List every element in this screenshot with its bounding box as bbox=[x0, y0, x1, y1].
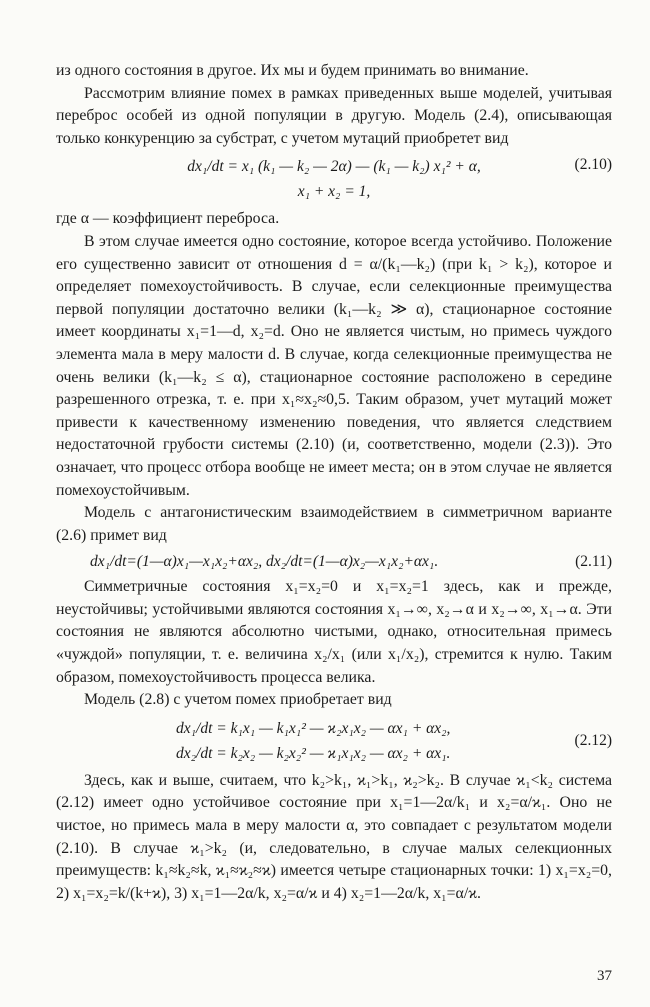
page-number: 37 bbox=[597, 968, 612, 984]
paragraph-6: Симметричные состояния x₁=x₂=0 и x₁=x₂=1 здесь, как и прежде, неустойчивы; устойчивыми являются состояния x₁→∞, x₂→α и x₂→∞, x₁→α. Эти состояния не являются абсолютно чистыми, однако, относительная примесь «чуждой» популяции, т. е. величина x₂/x₁ (или x₁/x₂), стремится к нулю. Таким образом, помехоустойчивость процесса велика. bbox=[56, 578, 612, 686]
equation-2-10 bbox=[56, 152, 612, 206]
page-body bbox=[56, 60, 612, 905]
paragraph-8: Здесь, как и выше, считаем, что k₂>k₁, ϰ₁>k₁, ϰ₂>k₂. В случае ϰ₁<k₂ система (2.12) имеет одно устойчивое состояние при x₁=1—2α/k₁ и x₂=α/ϰ₁. Оно не чистое, но примесь мала в меру малости α, это совпадает с результатом модели (2.10). В случае ϰ₁>k₂ (и, следовательно, в случае малых селекционных преимуществ: k₁≈k₂≈k, ϰ₁≈ϰ₂≈ϰ) имеется четыре стационарных точки: 1) x₁=x₂=0, 2) x₁=x₂=k/(k+ϰ), 3) x₁=1—2α/k, x₂=α/ϰ и 4) x₂=1—2α/k, x₁=α/ϰ. bbox=[56, 771, 612, 902]
equation-2-10-line-2: x₁ + x₂ = 1, bbox=[297, 183, 371, 201]
equation-2-11 bbox=[56, 549, 612, 574]
paragraph-2: Рассмотрим влияние помех в рамках приведенных выше моделей, учитывая переброс особей из одной популяции в другую. Модель (2.4), описывающая только конкуренцию за субстрат, с учетом мутаций приобретет вид bbox=[56, 84, 612, 147]
paragraph-5: Модель с антагонистическим взаимодействием в симметричном варианте (2.6) примет вид bbox=[56, 504, 612, 544]
equation-2-10-line-1: dx₁/dt = x₁ (k₁ — k₂ — 2α) — (k₁ — k₂) x₁² + α, bbox=[187, 158, 481, 176]
equation-2-12-line-2: dx₂/dt = k₂x₂ — k₂x₂² — ϰ₁x₁x₂ — αx₂ + αx₁. bbox=[176, 744, 451, 762]
paragraph-7: Модель (2.8) с учетом помех приобретает вид bbox=[84, 691, 392, 709]
paragraph-4: В этом случае имеется одно состояние, которое всегда устойчиво. Положение его существенно зависит от отношения d = α/(k₁—k₂) (при k₁ > k₂), которое и определяет помехоустойчивость. В случае, если селекционные преимущества первой популяции достаточно велики (k₁—k₂ ≫ α), стационарное состояние имеет координаты x₁=1—d, x₂=d. Оно не является чистым, но примесь чуждого элемента мала в меру малости d. В случае, когда селекционные преимущества не очень велики (k₁—k₂ ≤ α), стационарное состояние расположено в середине разрешенного отрезка, т. е. при x₁≈x₂≈0,5. Таким образом, учет мутаций может привести к качественному изменению поведения, что является следствием недостаточной грубости системы (2.10) (и, соответственно, модели (2.3)). Это означает, что процесс отбора вообще не имеет места; он в этом случае не является помехоустойчивым. bbox=[56, 232, 612, 499]
equation-2-12-line-1: dx₁/dt = k₁x₁ — k₁x₁² — ϰ₂x₁x₂ — αx₁ + αx₂, bbox=[176, 719, 451, 737]
equation-2-11-line: dx₁/dt=(1—α)x₁—x₁x₂+αx₂, dx₂/dt=(1—α)x₂—x₁x₂+αx₁. bbox=[90, 553, 439, 571]
paragraph-1: из одного состояния в другое. Их мы и будем принимать во внимание. bbox=[56, 62, 529, 79]
equation-number-2-12: (2.12) bbox=[574, 731, 612, 749]
equation-2-12 bbox=[56, 714, 612, 768]
paragraph-3: где α — коэффициент переброса. bbox=[56, 210, 280, 228]
equation-number-2-11: (2.11) bbox=[575, 553, 612, 571]
equation-number-2-10: (2.10) bbox=[574, 156, 612, 174]
